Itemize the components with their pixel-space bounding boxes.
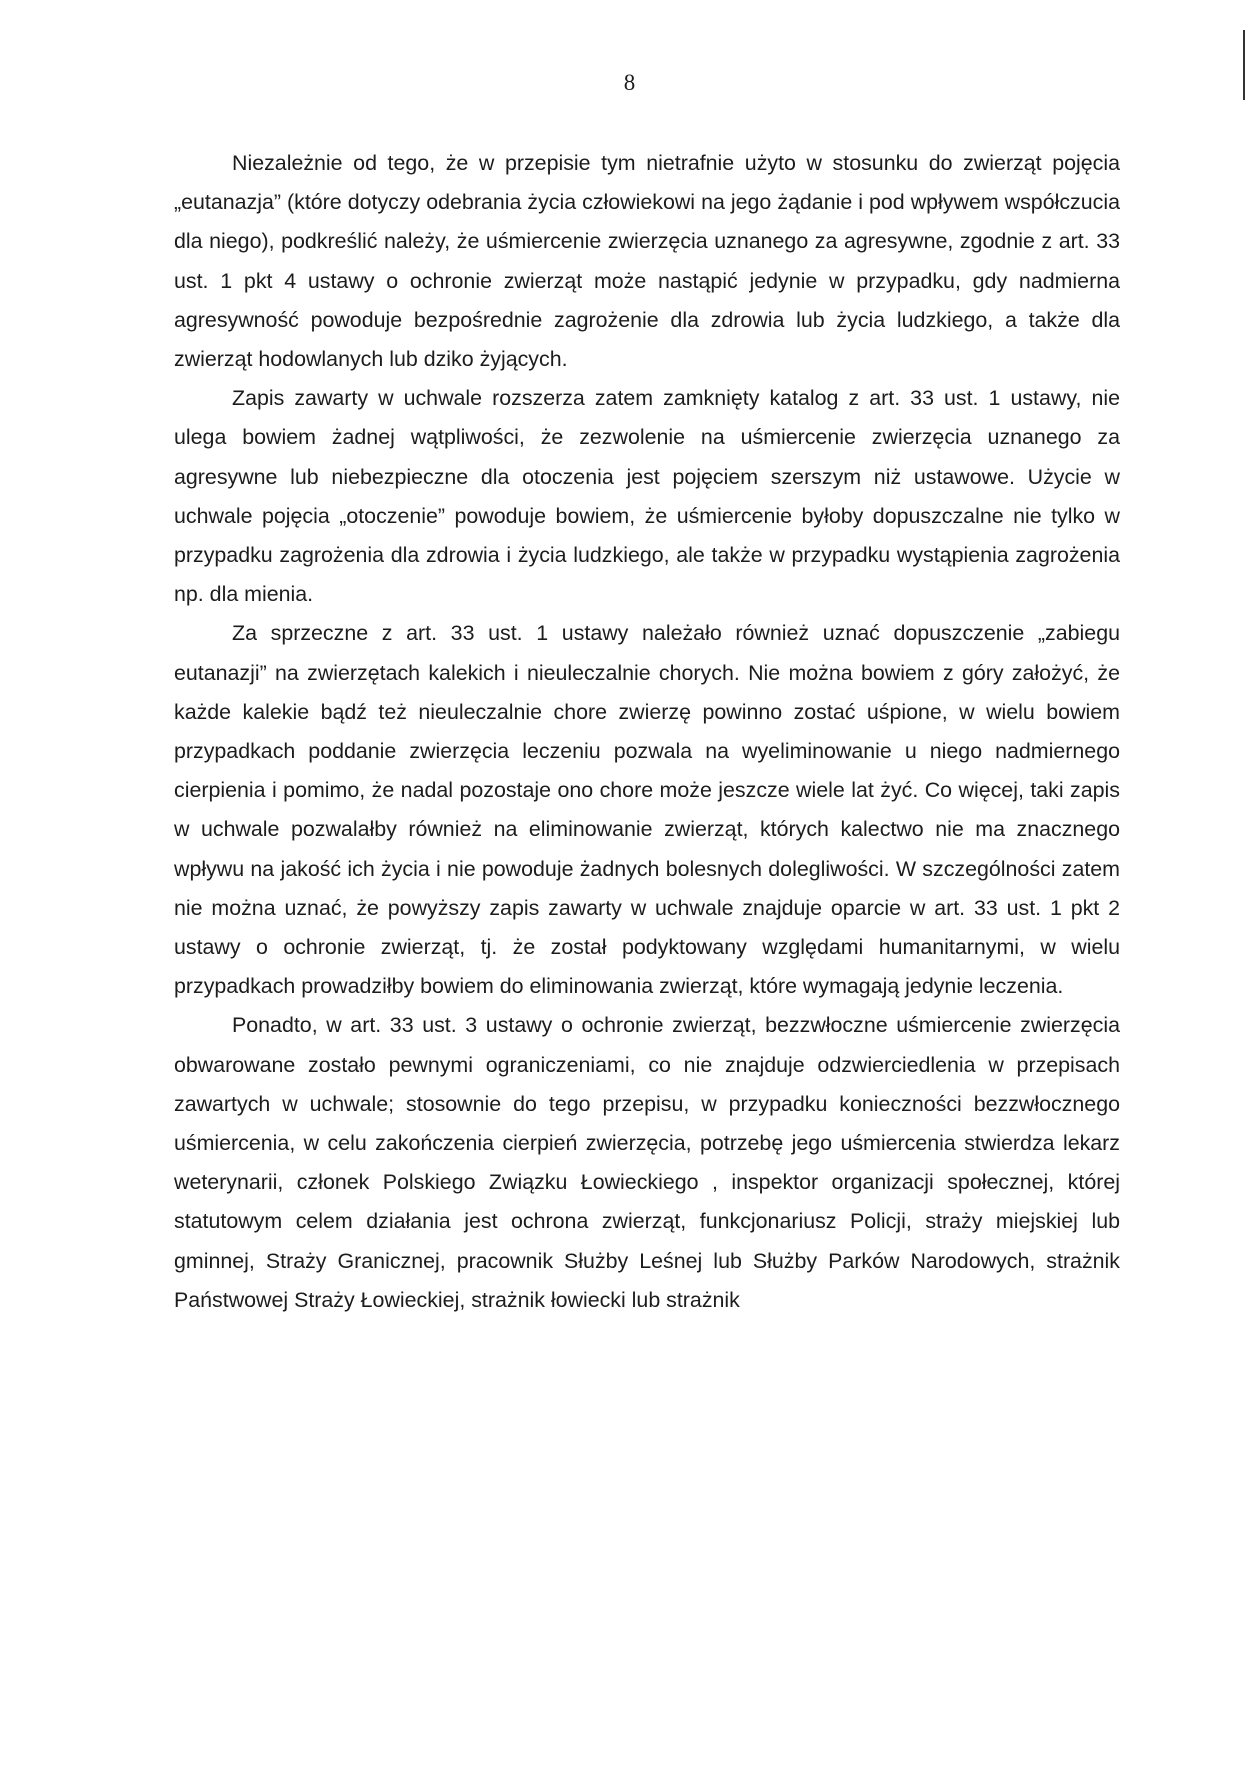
paragraph-1: Niezależnie od tego, że w przepisie tym nietrafnie użyto w stosunku do zwierząt pojęcia „eutanazja” (które dotyczy odebrania życia człowiekowi na jego żądanie i pod wpływem współczucia dla niego), podkreślić należy, że uśmiercenie zwierzęcia uznanego za agresywne, zgodnie z art. 33 ust. 1 pkt 4 ustawy o ochronie zwierząt może nastąpić jedynie w przypadku, gdy nadmierna agresywność powoduje bezpośrednie zagrożenie dla zdrowia lub życia ludzkiego, a także dla zwierząt hodowlanych lub dziko żyjących.: [174, 151, 1120, 372]
document-body: [174, 144, 1120, 1320]
paragraph-2: Zapis zawarty w uchwale rozszerza zatem zamknięty katalog z art. 33 ust. 1 ustawy, nie ulega bowiem żadnej wątpliwości, że zezwolenie na uśmiercenie zwierzęcia uznanego za agresywne lub niebezpieczne dla otoczenia jest pojęciem szerszym niż ustawowe. Użycie w uchwale pojęcia „otoczenie” powoduje bowiem, że uśmiercenie byłoby dopuszczalne nie tylko w przypadku zagrożenia dla zdrowia i życia ludzkiego, ale także w przypadku wystąpienia zagrożenia np. dla mienia.: [174, 386, 1120, 607]
page-number: 8: [623, 70, 636, 95]
paragraph-3: Za sprzeczne z art. 33 ust. 1 ustawy należało również uznać dopuszczenie „zabiegu eutanazji” na zwierzętach kalekich i nieuleczalnie chorych. Nie można bowiem z góry założyć, że każde kalekie bądź też nieuleczalnie chore zwierzę powinno zostać uśpione, w wielu bowiem przypadkach poddanie zwierzęcia leczeniu pozwala na wyeliminowanie u niego nadmiernego cierpienia i pomimo, że nadal pozostaje ono chore może jeszcze wiele lat żyć. Co więcej, taki zapis w uchwale pozwalałby również na eliminowanie zwierząt, których kalectwo nie ma znacznego wpływu na jakość ich życia i nie powoduje żadnych bolesnych dolegliwości. W szczególności zatem nie można uznać, że powyższy zapis zawarty w uchwale znajduje oparcie w art. 33 ust. 1 pkt 2 ustawy o ochronie zwierząt, tj. że został podyktowany względami humanitarnymi, w wielu przypadkach prowadziłby bowiem do eliminowania zwierząt, które wymagają jedynie leczenia.: [174, 621, 1120, 999]
paragraph-4: Ponadto, w art. 33 ust. 3 ustawy o ochronie zwierząt, bezzwłoczne uśmiercenie zwierzęcia obwarowane zostało pewnymi ograniczeniami, co nie znajduje odzwierciedlenia w przepisach zawartych w uchwale; stosownie do tego przepisu, w przypadku konieczności bezzwłocznego uśmiercenia, w celu zakończenia cierpień zwierzęcia, potrzebę jego uśmiercenia stwierdza lekarz weterynarii, członek Polskiego Związku Łowieckiego , inspektor organizacji społecznej, której statutowym celem działania jest ochrona zwierząt, funkcjonariusz Policji, straży miejskiej lub gminnej, Straży Granicznej, pracownik Służby Leśnej lub Służby Parków Narodowych, strażnik Państwowej Straży Łowieckiej, strażnik łowiecki lub strażnik: [174, 1013, 1120, 1312]
